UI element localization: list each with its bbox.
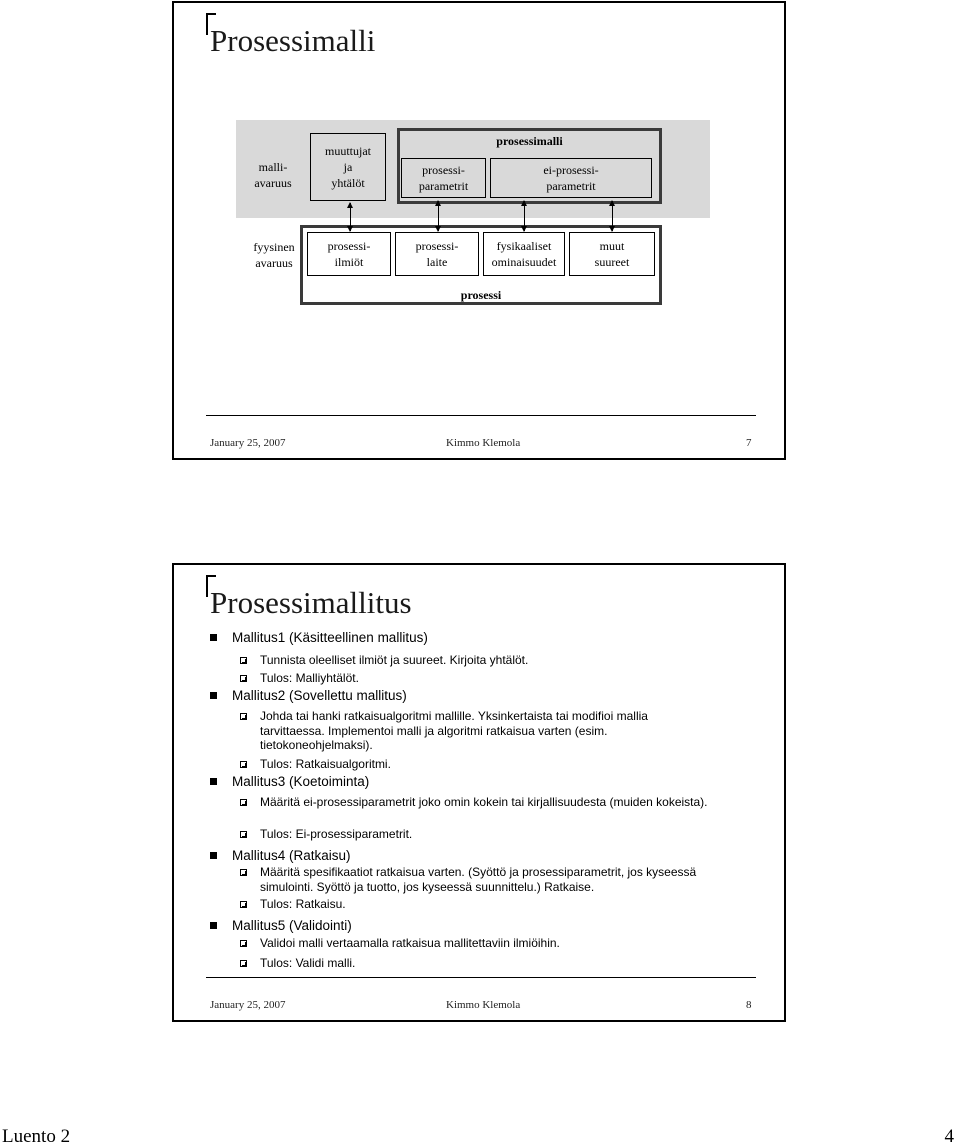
footer-rule <box>206 977 756 978</box>
equipment-box: prosessi- laite <box>395 232 479 276</box>
footer-author: Kimmo Klemola <box>446 999 521 1011</box>
checkbox-bullet-icon <box>240 713 247 720</box>
process-label: prosessi <box>460 288 502 302</box>
sub-bullet: Määritä spesifikaatiot ratkaisua varten. (Syöttö ja prosessiparametrit, jos kyseessä simulointi. Syöttö ja tuotto, jos kyseessä suunnittelu.) Ratkaise. <box>240 865 710 894</box>
double-arrow <box>524 201 525 231</box>
physical-properties-box: fysikaaliset ominaisuudet <box>483 232 565 276</box>
sub-bullet: Tulos: Ratkaisu. <box>240 897 710 912</box>
sub-bullet: Tulos: Ratkaisualgoritmi. <box>240 757 710 772</box>
sub-bullet: Validoi malli vertaamalla ratkaisua mallitettaviin ilmiöihin. <box>240 936 710 951</box>
square-bullet-icon <box>210 852 217 859</box>
phenomena-box: prosessi- ilmiöt <box>307 232 391 276</box>
sub-bullet: Tulos: Validi malli. <box>240 956 710 971</box>
checkbox-bullet-icon <box>240 761 247 768</box>
footer-rule <box>206 415 756 416</box>
square-bullet-icon <box>210 922 217 929</box>
checkbox-bullet-icon <box>240 831 247 838</box>
process-params-box: prosessi- parametrit <box>401 158 486 198</box>
checkbox-bullet-icon <box>240 869 247 876</box>
checkbox-bullet-icon <box>240 675 247 682</box>
process-model-label: prosessimalli <box>496 134 563 148</box>
page-number: 4 <box>944 1126 954 1147</box>
checkbox-bullet-icon <box>240 940 247 947</box>
checkbox-bullet-icon <box>240 960 247 967</box>
page-footer-label: Luento 2 <box>2 1126 71 1147</box>
square-bullet-icon <box>210 634 217 641</box>
sub-bullet: Johda tai hanki ratkaisualgoritmi mallille. Yksinkertaista tai modifioi mallia tarvittaessa. Implementoi malli ja algoritmi ratkaisua varten (esim. tietokoneohjelmaksi). <box>240 709 710 753</box>
double-arrow <box>438 201 439 231</box>
footer-date: January 25, 2007 <box>210 999 286 1011</box>
double-arrow <box>612 201 613 231</box>
square-bullet-icon <box>210 692 217 699</box>
slide-number: 7 <box>746 437 752 449</box>
physical-space-label: fyysinen avaruus <box>253 240 295 270</box>
sub-bullet: Tunnista oleelliset ilmiöt ja suureet. Kirjoita yhtälöt. <box>240 653 710 668</box>
footer-author: Kimmo Klemola <box>446 437 521 449</box>
sub-bullet: Tulos: Malliyhtälöt. <box>240 671 710 686</box>
slide-title: Prosessimalli <box>210 23 376 58</box>
variables-box: muuttujat ja yhtälöt <box>310 133 386 201</box>
slide-number: 8 <box>746 999 752 1011</box>
checkbox-bullet-icon <box>240 657 247 664</box>
sub-bullet: Tulos: Ei-prosessiparametrit. <box>240 827 710 842</box>
square-bullet-icon <box>210 778 217 785</box>
slide-8: Prosessimallitus Mallitus1 (Käsitteellinen mallitus) Tunnista oleelliset ilmiöt ja suureet. Kirjoita yhtälöt. Tulos: Malliyhtälöt. Mallitus2 (Sovellettu mallitus) Johda tai hanki ratkaisualgoritmi mallille. Yksinkertaista tai modifioi mallia tarvittaessa. Implementoi malli ja algoritmi ratkaisua varten (esim. tietokoneohjelmaksi). Tulos: Ratkaisualgoritmi. Mallitus3 (Koetoiminta) Määritä ei-prosessiparametrit joko omin kokein tai kirjallisuudesta (muiden kokeista). Tulos: Ei-prosessiparametrit. Mallitus4 (Ratkaisu) Määritä spesifikaatiot ratkaisua varten. (Syöttö ja prosessiparametrit, jos kyseessä simulointi. Syöttö ja tuotto, jos kyseessä suunnittelu.) Ratkaise. Tulos: Ratkaisu. Mallitus5 (Validointi) Validoi malli vertaamalla ratkaisua mallitettaviin ilmiöihin. Tulos: Validi malli. January 25, 2007 Kimmo Klemola 8 <box>172 563 786 1022</box>
footer-date: January 25, 2007 <box>210 437 286 449</box>
checkbox-bullet-icon <box>240 901 247 908</box>
model-space-label: malli- avaruus <box>254 160 292 190</box>
slide-7 <box>172 1 786 460</box>
sub-bullet: Määritä ei-prosessiparametrit joko omin kokein tai kirjallisuudesta (muiden kokeista). <box>240 795 710 810</box>
double-arrow <box>350 203 351 231</box>
non-process-params-box: ei-prosessi- parametrit <box>490 158 652 198</box>
slide-title: Prosessimallitus <box>210 585 412 620</box>
checkbox-bullet-icon <box>240 799 247 806</box>
other-quantities-box: muut suureet <box>569 232 655 276</box>
